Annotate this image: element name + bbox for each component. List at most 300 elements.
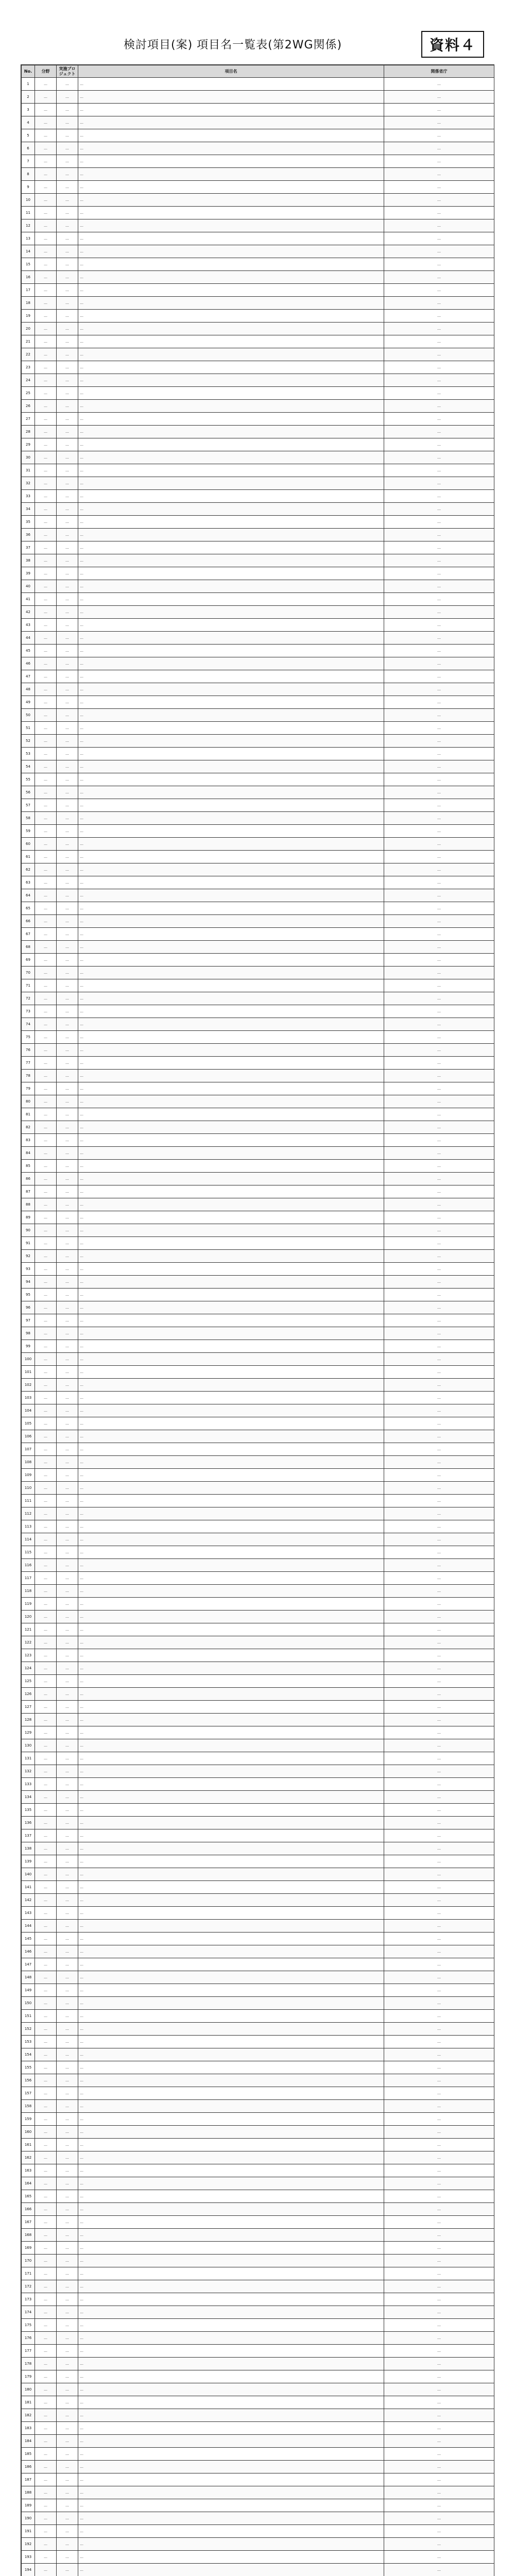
table-row <box>22 863 494 876</box>
cell-no: 21 <box>22 335 35 348</box>
cell-no: 164 <box>22 2177 35 2190</box>
table-row <box>22 554 494 567</box>
cell-ministry: … <box>384 1263 494 1276</box>
cell-item-name: … <box>78 760 384 773</box>
cell-item-name: … <box>78 116 384 129</box>
cell-no: 77 <box>22 1057 35 1070</box>
cell-no: 33 <box>22 490 35 503</box>
cell-ministry: … <box>384 2113 494 2126</box>
cell-ministry: … <box>384 1894 494 1907</box>
cell-ministry: … <box>384 1842 494 1855</box>
table-row <box>22 1804 494 1817</box>
cell-project: … <box>57 1842 78 1855</box>
cell-item-name: … <box>78 1366 384 1379</box>
cell-field: … <box>35 1263 57 1276</box>
cell-field: … <box>35 851 57 863</box>
cell-field: … <box>35 2473 57 2486</box>
cell-ministry: … <box>384 310 494 323</box>
cell-no: 26 <box>22 400 35 413</box>
cell-project: … <box>57 1675 78 1688</box>
cell-project: … <box>57 1224 78 1237</box>
cell-no: 51 <box>22 722 35 735</box>
cell-no: 128 <box>22 1714 35 1726</box>
cell-ministry: … <box>384 1070 494 1082</box>
cell-project: … <box>57 1520 78 1533</box>
cell-field: … <box>35 2164 57 2177</box>
cell-item-name: … <box>78 2538 384 2551</box>
cell-field: … <box>35 2139 57 2151</box>
cell-ministry: … <box>384 619 494 632</box>
cell-field: … <box>35 760 57 773</box>
cell-item-name: … <box>78 1714 384 1726</box>
cell-ministry: … <box>384 1546 494 1559</box>
cell-item-name: … <box>78 2100 384 2113</box>
cell-project: … <box>57 1276 78 1289</box>
cell-no: 82 <box>22 1121 35 1134</box>
cell-ministry: … <box>384 2280 494 2293</box>
cell-ministry: … <box>384 2345 494 2358</box>
table-row <box>22 1276 494 1289</box>
table-row <box>22 773 494 786</box>
cell-item-name: … <box>78 194 384 207</box>
cell-item-name: … <box>78 477 384 490</box>
cell-item-name: … <box>78 1649 384 1662</box>
cell-no: 170 <box>22 2255 35 2267</box>
table-row <box>22 889 494 902</box>
cell-ministry: … <box>384 632 494 645</box>
cell-item-name: … <box>78 207 384 219</box>
cell-item-name: … <box>78 181 384 194</box>
table-row <box>22 1829 494 1842</box>
cell-no: 9 <box>22 181 35 194</box>
cell-item-name: … <box>78 2267 384 2280</box>
cell-project: … <box>57 696 78 709</box>
cell-ministry: … <box>384 1778 494 1791</box>
table-row <box>22 683 494 696</box>
cell-item-name: … <box>78 825 384 838</box>
table-row <box>22 1392 494 1404</box>
cell-no: 41 <box>22 593 35 606</box>
table-row <box>22 2396 494 2409</box>
cell-project: … <box>57 1417 78 1430</box>
cell-no: 111 <box>22 1495 35 1507</box>
cell-ministry: … <box>384 670 494 683</box>
cell-ministry: … <box>384 863 494 876</box>
cell-item-name: … <box>78 1160 384 1173</box>
cell-ministry: … <box>384 902 494 915</box>
cell-project: … <box>57 2538 78 2551</box>
cell-project: … <box>57 142 78 155</box>
cell-item-name: … <box>78 2177 384 2190</box>
cell-item-name: … <box>78 1070 384 1082</box>
table-row <box>22 1726 494 1739</box>
table-row <box>22 1971 494 1984</box>
table-row <box>22 760 494 773</box>
table-row <box>22 1147 494 1160</box>
cell-ministry: … <box>384 645 494 657</box>
cell-item-name: … <box>78 632 384 645</box>
table-row <box>22 464 494 477</box>
cell-item-name: … <box>78 503 384 516</box>
cell-project: … <box>57 1933 78 1945</box>
cell-project: … <box>57 155 78 168</box>
cell-no: 66 <box>22 915 35 928</box>
cell-field: … <box>35 91 57 104</box>
cell-project: … <box>57 348 78 361</box>
cell-field: … <box>35 1224 57 1237</box>
cell-ministry: … <box>384 1495 494 1507</box>
cell-ministry: … <box>384 1147 494 1160</box>
cell-item-name: … <box>78 851 384 863</box>
table-row <box>22 1520 494 1533</box>
cell-field: … <box>35 645 57 657</box>
cell-ministry: … <box>384 1018 494 1031</box>
cell-field: … <box>35 2306 57 2319</box>
cell-field: … <box>35 2293 57 2306</box>
cell-ministry: … <box>384 799 494 812</box>
table-row <box>22 104 494 116</box>
table-row <box>22 348 494 361</box>
cell-no: 189 <box>22 2499 35 2512</box>
cell-ministry: … <box>384 2139 494 2151</box>
cell-project: … <box>57 2396 78 2409</box>
table-row <box>22 1082 494 1095</box>
cell-project: … <box>57 2499 78 2512</box>
cell-item-name: … <box>78 1327 384 1340</box>
cell-no: 17 <box>22 284 35 297</box>
cell-no: 167 <box>22 2216 35 2229</box>
cell-ministry: … <box>384 1353 494 1366</box>
cell-ministry: … <box>384 2499 494 2512</box>
cell-ministry: … <box>384 1211 494 1224</box>
cell-no: 168 <box>22 2229 35 2242</box>
table-row <box>22 2525 494 2538</box>
cell-ministry: … <box>384 1997 494 2010</box>
cell-project: … <box>57 2525 78 2538</box>
cell-item-name: … <box>78 722 384 735</box>
cell-ministry: … <box>384 232 494 245</box>
cell-ministry: … <box>384 503 494 516</box>
cell-field: … <box>35 1920 57 1933</box>
cell-ministry: … <box>384 258 494 271</box>
cell-project: … <box>57 1533 78 1546</box>
cell-field: … <box>35 181 57 194</box>
table-row <box>22 1263 494 1276</box>
cell-no: 31 <box>22 464 35 477</box>
table-row <box>22 2448 494 2461</box>
cell-ministry: … <box>384 2448 494 2461</box>
cell-item-name: … <box>78 1958 384 1971</box>
cell-no: 57 <box>22 799 35 812</box>
cell-field: … <box>35 1301 57 1314</box>
cell-item-name: … <box>78 104 384 116</box>
table-row <box>22 979 494 992</box>
table-row <box>22 116 494 129</box>
cell-ministry: … <box>384 696 494 709</box>
cell-no: 121 <box>22 1623 35 1636</box>
cell-field: … <box>35 2551 57 2564</box>
cell-no: 1 <box>22 78 35 91</box>
table-row <box>22 645 494 657</box>
cell-no: 96 <box>22 1301 35 1314</box>
cell-ministry: … <box>384 657 494 670</box>
cell-field: … <box>35 722 57 735</box>
cell-field: … <box>35 1482 57 1495</box>
cell-item-name: … <box>78 889 384 902</box>
cell-field: … <box>35 1868 57 1881</box>
table-row <box>22 2538 494 2551</box>
table-row <box>22 2293 494 2306</box>
cell-ministry: … <box>384 1507 494 1520</box>
cell-field: … <box>35 735 57 748</box>
cell-project: … <box>57 567 78 580</box>
cell-project: … <box>57 426 78 438</box>
cell-item-name: … <box>78 2448 384 2461</box>
cell-item-name: … <box>78 593 384 606</box>
table-row <box>22 748 494 760</box>
cell-ministry: … <box>384 438 494 451</box>
cell-no: 42 <box>22 606 35 619</box>
cell-no: 36 <box>22 529 35 541</box>
cell-no: 191 <box>22 2525 35 2538</box>
cell-item-name: … <box>78 219 384 232</box>
cell-project: … <box>57 1649 78 1662</box>
cell-no: 20 <box>22 323 35 335</box>
cell-project: … <box>57 1559 78 1572</box>
column-header-field: 分野 <box>35 65 57 78</box>
cell-ministry: … <box>384 2036 494 2048</box>
cell-item-name: … <box>78 1353 384 1366</box>
cell-item-name: … <box>78 2242 384 2255</box>
cell-no: 194 <box>22 2564 35 2576</box>
cell-ministry: … <box>384 1430 494 1443</box>
cell-ministry: … <box>384 1250 494 1263</box>
table-row <box>22 1546 494 1559</box>
cell-ministry: … <box>384 851 494 863</box>
table-body <box>22 78 494 2576</box>
cell-project: … <box>57 1469 78 1482</box>
cell-no: 133 <box>22 1778 35 1791</box>
cell-project: … <box>57 1894 78 1907</box>
cell-project: … <box>57 786 78 799</box>
table-row <box>22 670 494 683</box>
cell-item-name: … <box>78 1675 384 1688</box>
cell-item-name: … <box>78 902 384 915</box>
cell-ministry: … <box>384 2512 494 2525</box>
cell-ministry: … <box>384 567 494 580</box>
cell-project: … <box>57 310 78 323</box>
cell-item-name: … <box>78 1095 384 1108</box>
cell-field: … <box>35 2358 57 2370</box>
cell-field: … <box>35 1739 57 1752</box>
cell-item-name: … <box>78 1147 384 1160</box>
cell-project: … <box>57 1379 78 1392</box>
cell-ministry: … <box>384 1469 494 1482</box>
cell-no: 109 <box>22 1469 35 1482</box>
cell-no: 129 <box>22 1726 35 1739</box>
cell-field: … <box>35 2499 57 2512</box>
cell-item-name: … <box>78 2164 384 2177</box>
cell-item-name: … <box>78 954 384 967</box>
table-row <box>22 2087 494 2100</box>
cell-field: … <box>35 2370 57 2383</box>
cell-field: … <box>35 1404 57 1417</box>
table-row <box>22 1185 494 1198</box>
table-row <box>22 1920 494 1933</box>
cell-ministry: … <box>384 1791 494 1804</box>
cell-ministry: … <box>384 773 494 786</box>
cell-no: 92 <box>22 1250 35 1263</box>
cell-item-name: … <box>78 2499 384 2512</box>
cell-project: … <box>57 387 78 400</box>
cell-field: … <box>35 1829 57 1842</box>
cell-ministry: … <box>384 1108 494 1121</box>
cell-project: … <box>57 2280 78 2293</box>
cell-field: … <box>35 78 57 91</box>
cell-project: … <box>57 1701 78 1714</box>
cell-project: … <box>57 889 78 902</box>
cell-no: 186 <box>22 2461 35 2473</box>
cell-project: … <box>57 593 78 606</box>
cell-no: 23 <box>22 361 35 374</box>
table-row <box>22 2151 494 2164</box>
cell-item-name: … <box>78 1276 384 1289</box>
table-row <box>22 2203 494 2216</box>
cell-project: … <box>57 1392 78 1404</box>
table-row <box>22 1469 494 1482</box>
table-row <box>22 709 494 722</box>
table-row <box>22 2100 494 2113</box>
cell-no: 135 <box>22 1804 35 1817</box>
cell-ministry: … <box>384 2242 494 2255</box>
cell-project: … <box>57 1289 78 1301</box>
table-row <box>22 78 494 91</box>
cell-project: … <box>57 876 78 889</box>
table-row <box>22 1057 494 1070</box>
cell-item-name: … <box>78 2358 384 2370</box>
cell-project: … <box>57 1160 78 1173</box>
cell-field: … <box>35 271 57 284</box>
cell-item-name: … <box>78 245 384 258</box>
cell-field: … <box>35 1520 57 1533</box>
cell-field: … <box>35 1340 57 1353</box>
cell-item-name: … <box>78 1701 384 1714</box>
cell-item-name: … <box>78 941 384 954</box>
cell-item-name: … <box>78 1289 384 1301</box>
cell-item-name: … <box>78 1198 384 1211</box>
cell-item-name: … <box>78 2370 384 2383</box>
table-row <box>22 735 494 748</box>
cell-field: … <box>35 2512 57 2525</box>
table-row <box>22 2048 494 2061</box>
cell-item-name: … <box>78 748 384 760</box>
table-row <box>22 2036 494 2048</box>
table-row <box>22 2345 494 2358</box>
cell-project: … <box>57 1005 78 1018</box>
cell-item-name: … <box>78 1598 384 1611</box>
cell-item-name: … <box>78 2190 384 2203</box>
cell-ministry: … <box>384 1456 494 1469</box>
cell-project: … <box>57 1263 78 1276</box>
cell-field: … <box>35 992 57 1005</box>
cell-field: … <box>35 696 57 709</box>
cell-no: 16 <box>22 271 35 284</box>
cell-project: … <box>57 1611 78 1623</box>
cell-no: 105 <box>22 1417 35 1430</box>
cell-ministry: … <box>384 1301 494 1314</box>
cell-project: … <box>57 2551 78 2564</box>
table-row <box>22 1958 494 1971</box>
table-row <box>22 1855 494 1868</box>
cell-item-name: … <box>78 310 384 323</box>
cell-project: … <box>57 1198 78 1211</box>
cell-field: … <box>35 258 57 271</box>
cell-field: … <box>35 194 57 207</box>
cell-ministry: … <box>384 979 494 992</box>
table-row <box>22 2422 494 2435</box>
cell-no: 6 <box>22 142 35 155</box>
cell-ministry: … <box>384 967 494 979</box>
cell-ministry: … <box>384 142 494 155</box>
cell-no: 138 <box>22 1842 35 1855</box>
cell-item-name: … <box>78 2525 384 2538</box>
cell-no: 18 <box>22 297 35 310</box>
cell-field: … <box>35 1507 57 1520</box>
cell-no: 91 <box>22 1237 35 1250</box>
table-row <box>22 2486 494 2499</box>
cell-project: … <box>57 863 78 876</box>
cell-ministry: … <box>384 1920 494 1933</box>
cell-field: … <box>35 915 57 928</box>
cell-item-name: … <box>78 426 384 438</box>
cell-project: … <box>57 451 78 464</box>
table-row <box>22 632 494 645</box>
cell-project: … <box>57 1945 78 1958</box>
cell-project: … <box>57 194 78 207</box>
cell-no: 134 <box>22 1791 35 1804</box>
document-badge: 資料４ <box>421 31 484 58</box>
cell-field: … <box>35 580 57 593</box>
table-row <box>22 1327 494 1340</box>
cell-item-name: … <box>78 619 384 632</box>
cell-field: … <box>35 1134 57 1147</box>
cell-project: … <box>57 284 78 297</box>
cell-item-name: … <box>78 1894 384 1907</box>
table-row <box>22 1623 494 1636</box>
cell-ministry: … <box>384 709 494 722</box>
cell-ministry: … <box>384 2525 494 2538</box>
cell-field: … <box>35 2255 57 2267</box>
cell-no: 124 <box>22 1662 35 1675</box>
cell-field: … <box>35 2461 57 2473</box>
cell-no: 72 <box>22 992 35 1005</box>
cell-field: … <box>35 1070 57 1082</box>
cell-no: 181 <box>22 2396 35 2409</box>
cell-project: … <box>57 2267 78 2280</box>
cell-no: 175 <box>22 2319 35 2332</box>
cell-no: 11 <box>22 207 35 219</box>
table-row <box>22 181 494 194</box>
cell-field: … <box>35 2151 57 2164</box>
cell-no: 15 <box>22 258 35 271</box>
cell-item-name: … <box>78 2461 384 2473</box>
cell-field: … <box>35 142 57 155</box>
cell-no: 180 <box>22 2383 35 2396</box>
cell-project: … <box>57 760 78 773</box>
cell-ministry: … <box>384 1134 494 1147</box>
table-row <box>22 1417 494 1430</box>
table-row <box>22 657 494 670</box>
